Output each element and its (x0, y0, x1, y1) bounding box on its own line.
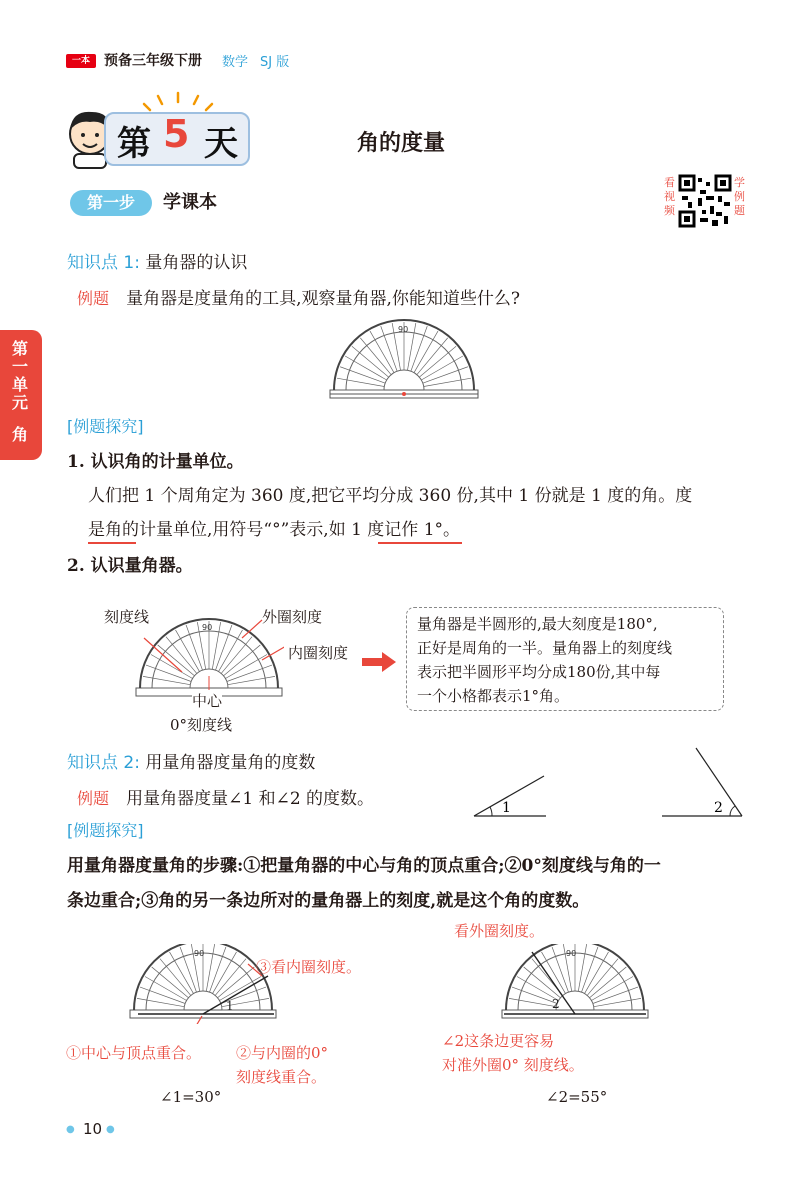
protractor-tick (591, 977, 633, 1001)
protractor-tick (542, 952, 566, 994)
unit-side-tab (0, 330, 42, 460)
unit-topic: 角 (12, 425, 29, 444)
sun-rays-icon (140, 90, 220, 114)
brand-logo: 一本 (66, 54, 96, 68)
page-number: 10 (83, 1120, 103, 1138)
protractor-tick (137, 998, 184, 1006)
measure-left-note-2b: 刻度线重合。 (236, 1068, 327, 1086)
edition-label: SJ 版 (260, 55, 290, 70)
protractor-tick (360, 338, 391, 375)
protractor-tick (228, 676, 275, 684)
angle-2-figure (660, 746, 746, 820)
arrow-right-icon (362, 652, 396, 672)
kp1-title: 量角器的认识 (145, 253, 248, 273)
unit-label: 第一单元 (12, 339, 29, 412)
svg-text:90: 90 (202, 623, 213, 632)
protractor-tick (145, 977, 187, 1001)
qr-code-icon[interactable] (678, 174, 732, 228)
protractor-tick (212, 622, 220, 669)
measure-angle-2-diagram (500, 944, 650, 1024)
protractor-tick (151, 655, 193, 679)
book-title: 预备三年级下册 (104, 53, 202, 69)
protractor-diagram (326, 318, 482, 402)
kp1-label: 知识点 1: (67, 253, 140, 273)
step-tag: 第一步 (70, 190, 152, 216)
steps-line-1: 用量角器度量角的步骤:①把量角器的中心与角的顶点重合;②0°刻度线与角的一 (67, 856, 661, 876)
qr-left-text: 看视频 (664, 176, 675, 217)
wavy-underline-1 (88, 539, 136, 544)
point1-line1: 人们把 1 个周角定为 360 度,把它平均分成 360 份,其中 1 份就是 1 度的角。度 (88, 486, 693, 506)
protractor-90-label: 90 (398, 325, 409, 334)
subject-label: 数学 (222, 55, 249, 70)
protractor-tick (424, 378, 471, 386)
measure-right-note-a: ∠2这条边更容易 (442, 1032, 555, 1050)
label-center: 中心 (192, 692, 223, 710)
step-label: 学课本 (163, 192, 217, 213)
protractor-tick (219, 630, 243, 672)
wavy-underline-2 (378, 539, 462, 544)
label-scale-line: 刻度线 (104, 608, 150, 626)
qr-right-text: 学例题 (734, 176, 745, 217)
kp2-title: 用量角器度量角的度数 (145, 753, 316, 773)
protractor-tick (219, 977, 261, 1001)
measure-left-note-1: ①中心与顶点重合。 (66, 1044, 202, 1062)
protractor-tick (578, 944, 586, 991)
svg-text:90: 90 (566, 949, 577, 958)
lesson-title: 角的度量 (357, 131, 446, 156)
point1-title: 1. 认识角的计量单位。 (67, 452, 244, 472)
protractor-tick (337, 378, 384, 386)
angle-2-label: 2 (714, 800, 723, 816)
measure-right-note-top: 看外圈刻度。 (454, 922, 545, 940)
protractor-tick (585, 952, 609, 994)
callout-line-4: 一个小格都表示1°角。 (417, 687, 570, 705)
measure-left-result: ∠1=30° (160, 1088, 222, 1106)
measure-left-note-2a: ②与内圈的0° (236, 1044, 329, 1062)
example1-text: 量角器是度量角的工具,观察量角器,你能知道些什么? (126, 289, 521, 309)
day-number: 5 (163, 112, 190, 156)
point1-line2: 是角的计量单位,用符号“°”表示,如 1 度记作 1°。 (88, 520, 461, 540)
example2-tag: 例题 (77, 789, 110, 808)
angle-1-figure (470, 770, 550, 820)
protractor-tick (407, 323, 415, 370)
protractor-tick (170, 952, 194, 994)
svg-text:1: 1 (226, 999, 234, 1013)
day-suffix: 天 (204, 124, 238, 164)
page-dot-left: ● (66, 1124, 75, 1135)
protractor-tick (352, 346, 389, 377)
protractor-tick (206, 944, 214, 991)
day-prefix: 第 (117, 124, 151, 164)
example1-tag: 例题 (77, 289, 110, 308)
protractor-tick (594, 998, 641, 1006)
svg-text:90: 90 (194, 949, 205, 958)
point2-title: 2. 认识量角器。 (67, 556, 193, 576)
protractor-tick (225, 655, 267, 679)
protractor-tick (143, 676, 190, 684)
measure-right-note-b: 对准外圈0° 刻度线。 (442, 1056, 584, 1074)
protractor-tick (176, 630, 200, 672)
protractor-callout (406, 607, 724, 711)
explore1-label: [例题探究] (67, 417, 144, 436)
example2-text: 用量角器度量∠1 和∠2 的度数。 (126, 789, 375, 809)
protractor-tick (419, 346, 456, 377)
label-zero-line: 0°刻度线 (170, 716, 233, 734)
page-dot-right: ● (106, 1124, 115, 1135)
kp2-label: 知识点 2: (67, 753, 140, 773)
callout-line-3: 表示把半圆形平均分成180份,其中每 (417, 663, 661, 681)
angle-1-label: 1 (502, 800, 511, 816)
protractor-tick (509, 998, 556, 1006)
protractor-tick (213, 952, 237, 994)
callout-line-2: 正好是周角的一半。量角器上的刻度线 (417, 639, 673, 657)
steps-line-2: 条边重合;③角的另一条边所对的量角器上的刻度,就是这个角的度数。 (67, 891, 590, 911)
protractor-tick (417, 338, 448, 375)
callout-line-1: 量角器是半圆形的,最大刻度是180°, (417, 615, 658, 633)
measure-left-note-3: ③看内圈刻度。 (256, 958, 362, 976)
measure-right-result: ∠2=55° (546, 1088, 608, 1106)
svg-text:2: 2 (552, 997, 560, 1011)
explore2-label: [例题探究] (67, 821, 144, 840)
label-inner-scale: 内圈刻度 (288, 644, 349, 662)
label-outer-scale: 外圈刻度 (262, 608, 323, 626)
